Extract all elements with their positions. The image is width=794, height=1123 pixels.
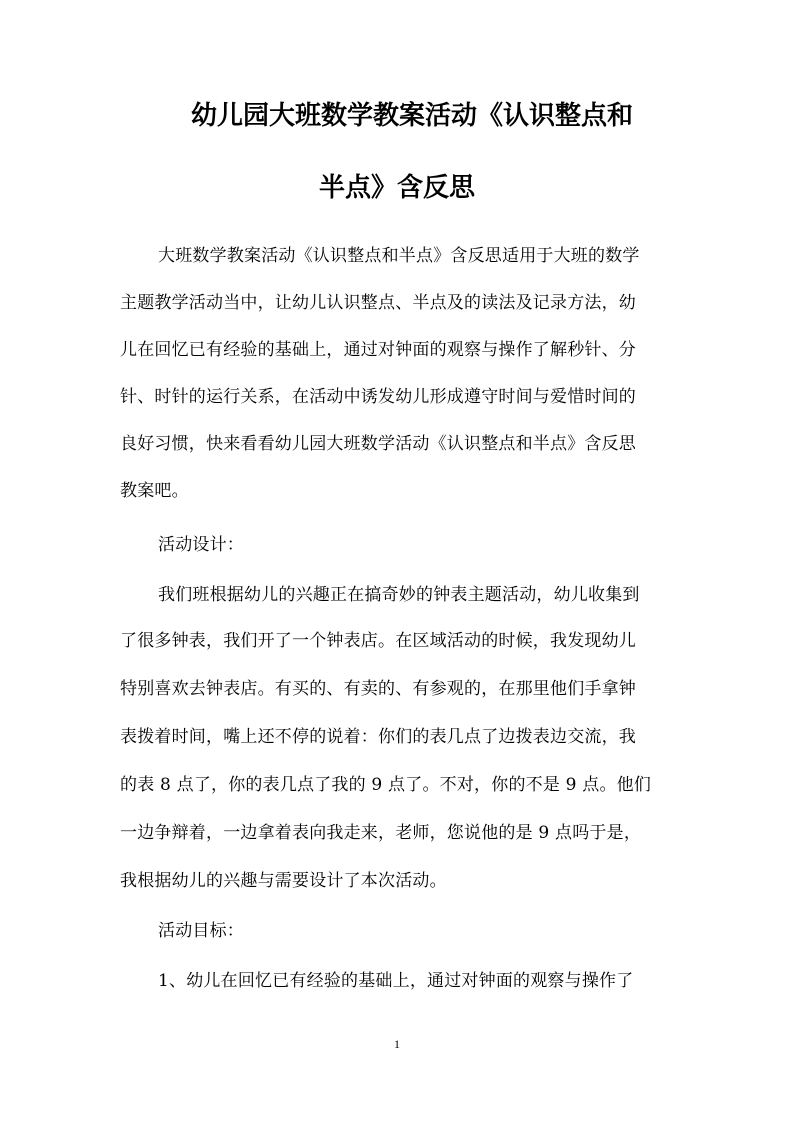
goals-heading: 活动目标： bbox=[158, 921, 244, 941]
design-line: 特别喜欢去钟表店。有买的、有卖的、有参观的，在那里他们手拿钟 bbox=[120, 679, 636, 699]
intro-line: 良好习惯，快来看看幼儿园大班数学活动《认识整点和半点》含反思 bbox=[120, 434, 636, 454]
design-line: 的表 8 点了，你的表几点了我的 9 点了。不对，你的不是 9 点。他们 bbox=[120, 775, 652, 795]
design-line: 一边争辩着，一边拿着表向我走来，老师，您说他的是 9 点吗于是， bbox=[120, 823, 642, 843]
intro-line: 大班数学教案活动《认识整点和半点》含反思适用于大班的数学 bbox=[158, 246, 640, 266]
title-line-1: 幼儿园大班数学教案活动《认识整点和 bbox=[190, 101, 633, 131]
design-heading: 活动设计： bbox=[158, 535, 244, 555]
design-line: 我们班根据幼儿的兴趣正在搞奇妙的钟表主题活动，幼儿收集到 bbox=[158, 585, 640, 605]
design-line: 我根据幼儿的兴趣与需要设计了本次活动。 bbox=[120, 871, 447, 891]
goal-item-1: 1、幼儿在回忆已有经验的基础上，通过对钟面的观察与操作了 bbox=[158, 971, 634, 991]
intro-line: 针、时针的运行关系，在活动中诱发幼儿形成遵守时间与爱惜时间的 bbox=[120, 387, 636, 407]
title-line-2: 半点》含反思 bbox=[318, 173, 475, 203]
design-line: 表拨着时间，嘴上还不停的说着：你们的表几点了边拨表边交流，我 bbox=[120, 727, 636, 747]
design-line: 了很多钟表，我们开了一个钟表店。在区域活动的时候，我发现幼儿 bbox=[120, 631, 636, 651]
intro-line: 主题教学活动当中，让幼儿认识整点、半点及的读法及记录方法，幼 bbox=[120, 293, 636, 313]
intro-line: 儿在回忆已有经验的基础上，通过对钟面的观察与操作了解秒针、分 bbox=[120, 340, 636, 360]
intro-line: 教案吧。 bbox=[120, 481, 189, 501]
page-number: 1 bbox=[394, 1037, 400, 1051]
